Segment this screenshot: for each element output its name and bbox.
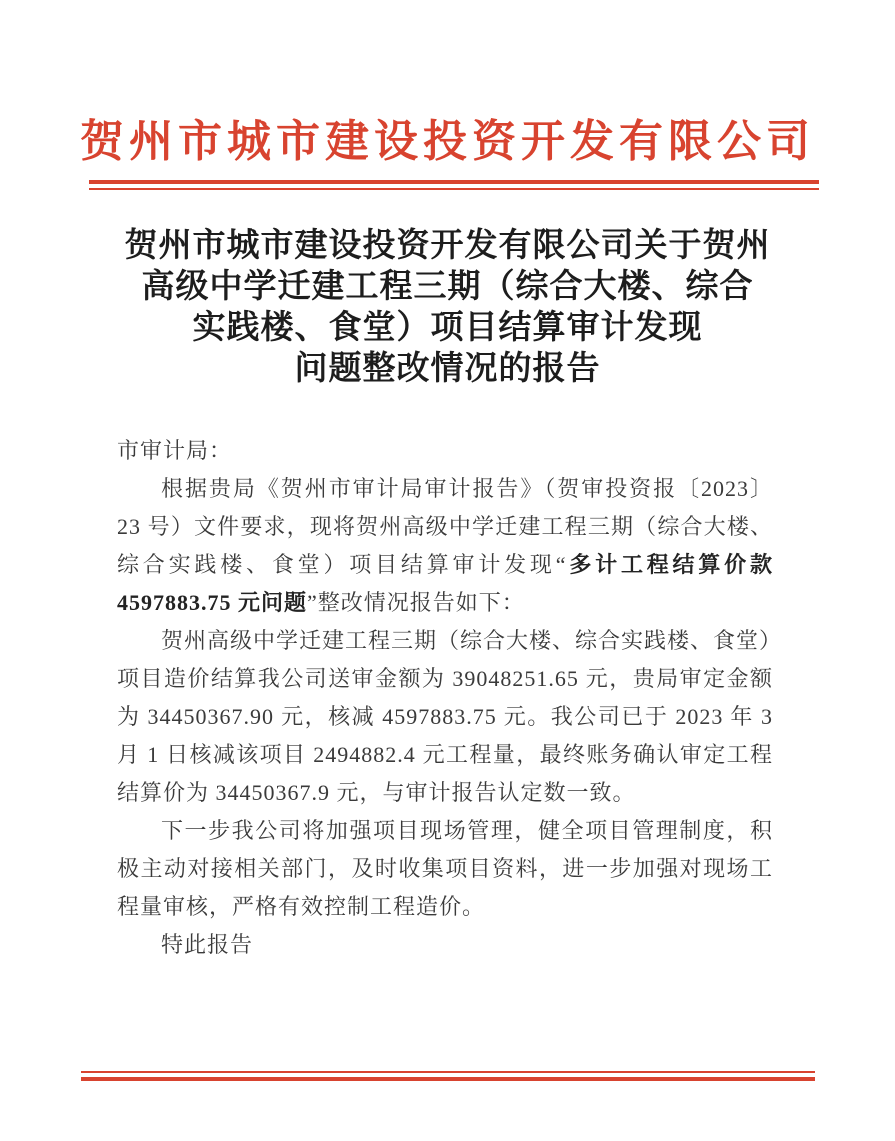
text-segment: 根据贵局《贺州市审计局审计报告》（贺审投资报〔2023〕 — [161, 476, 773, 501]
body-line — [117, 584, 773, 622]
body-line — [117, 546, 773, 584]
body-line — [117, 698, 773, 736]
emphasis-text: 多计工程结算价款 — [566, 552, 773, 577]
document-body — [117, 432, 783, 964]
text-segment: 特此报告 — [161, 932, 254, 957]
body-line — [117, 812, 773, 850]
body-line — [117, 888, 773, 926]
text-segment: ”整改情况报告如下： — [307, 590, 525, 615]
title-line: 高级中学迁建工程三期（综合大楼、综合 — [141, 269, 754, 305]
body-line — [117, 622, 783, 660]
text-segment: 下一步我公司将加强项目现场管理，健全项目管理制度，积 — [161, 818, 773, 843]
body-line — [117, 926, 773, 964]
text-segment: 23 号）文件要求，现将贺州高级中学迁建工程三期（综合大楼、 — [117, 514, 773, 539]
title-line: 实践楼、食堂）项目结算审计发现 — [192, 310, 703, 346]
letterhead-company-name: 贺州市城市建设投资开发有限公司 — [80, 117, 815, 166]
body-line — [117, 432, 773, 470]
title-line: 贺州市城市建设投资开发有限公司关于贺州 — [124, 228, 771, 264]
text-segment: 极主动对接相关部门，及时收集项目资料，进一步加强对现场工 — [117, 856, 773, 881]
text-segment: 程量审核，严格有效控制工程造价。 — [117, 894, 486, 919]
text-segment: 综合实践楼、食堂）项目结算审计发现“ — [117, 552, 567, 577]
letterhead-double-rule — [89, 180, 819, 190]
text-segment: 月 1 日核减该项目 2494882.4 元工程量，最终账务确认审定工程 — [117, 742, 773, 767]
body-line — [117, 850, 773, 888]
body-line — [117, 736, 773, 774]
text-segment: 市审计局： — [117, 438, 233, 463]
document-title — [0, 226, 895, 390]
footer-double-rule — [81, 1071, 815, 1081]
emphasis-text: 4597883.75 元问题 — [117, 590, 308, 615]
text-segment: 为 34450367.90 元，核减 4597883.75 元。我公司已于 2023 年 3 — [117, 704, 773, 729]
text-segment: 贺州高级中学迁建工程三期（综合大楼、综合实践楼、食堂） — [161, 628, 783, 653]
rule-thin-bar — [89, 188, 819, 190]
body-line — [117, 470, 773, 508]
title-line: 问题整改情况的报告 — [294, 351, 601, 387]
body-line — [117, 660, 773, 698]
text-segment: 结算价为 34450367.9 元，与审计报告认定数一致。 — [117, 780, 636, 805]
text-segment: 项目造价结算我公司送审金额为 39048251.65 元，贵局审定金额 — [117, 666, 773, 691]
body-line — [117, 774, 773, 812]
rule-thick-bar — [81, 1077, 815, 1081]
body-line — [117, 508, 773, 546]
